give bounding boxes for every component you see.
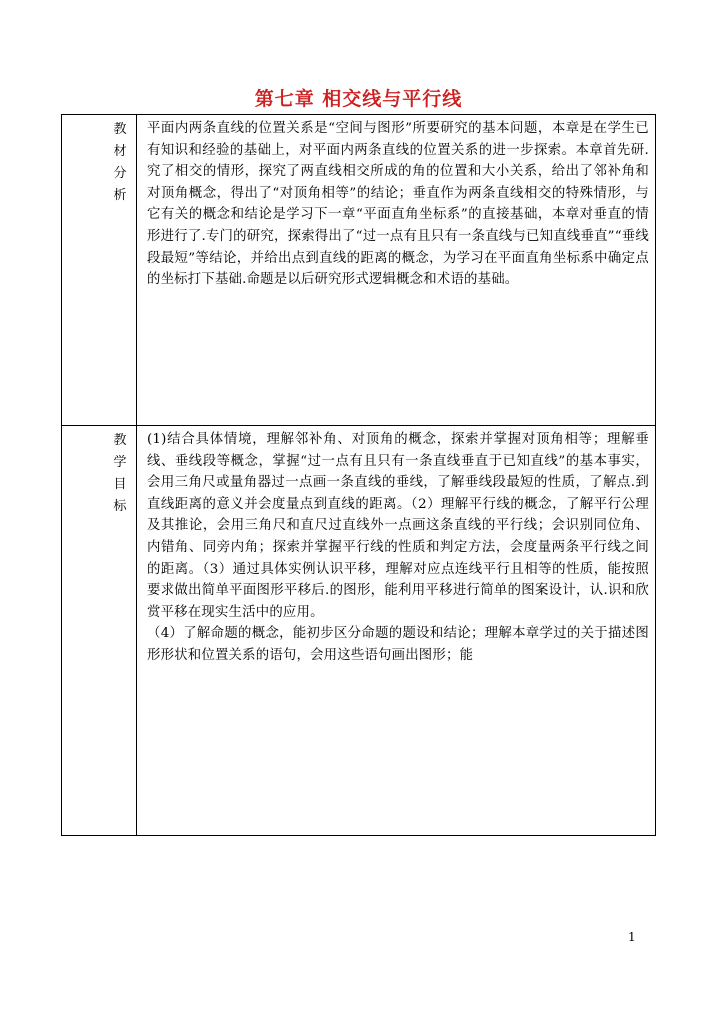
page-number: 1 — [628, 930, 636, 944]
row-label-cell — [62, 115, 137, 426]
teaching-objectives-content — [137, 426, 655, 667]
paragraph: （4）了解命题的概念，能初步区分命题的题设和结论；理解本章学过的关于描述图形形状和位置关系的语句，会用这些语句画出图形；能 — [147, 626, 649, 663]
row-label-cell — [62, 426, 137, 836]
table-row-teaching-objectives — [62, 426, 656, 836]
row-content-cell — [137, 115, 656, 426]
row-content-cell — [137, 426, 656, 836]
textbook-analysis-content — [137, 115, 655, 291]
lesson-plan-table — [61, 114, 656, 836]
row-label-textbook-analysis: 教材分析 — [113, 122, 127, 203]
chapter-title: 第七章 相交线与平行线 — [254, 88, 463, 110]
paragraph: 平面内两条直线的位置关系是“空间与图形”所要研究的基本问题，本章是在学生已有知识和经验的基础上，对平面内两条直线的位置关系的进一步探索。本章首先研.究了相交的情形，探究了两直线相交所成的角的位置和大小关系，给出了邻补角和对顶角概念，得出了“对顶角相等”的结论；垂直作为两条直线相交的特殊情形，与它有关的概念和结论是学习下一章“平面直角坐标系”的直接基础，本章对垂直的情形进行了.专门的研究，探索得出了“过一点有且只有一条直线与已知直线垂直”“垂线段最短”等结论，并给出点到直线的距离的概念，为学习在平面直角坐标系中确定点的坐标打下基础.命题是以后研究形式逻辑概念和术语的基础。 — [147, 121, 649, 288]
row-label-teaching-objectives: 教学目标 — [113, 433, 127, 514]
table-row-textbook-analysis — [62, 115, 656, 426]
paragraph: (1)结合具体情境，理解邻补角、对顶角的概念，探索并掌握对顶角相等；理解垂线、垂线段等概念，掌握“过一点有且只有一条直线垂直于已知直线”的基本事实，会用三角尺或量角器过一点画一条直线的垂线，了解垂线段最短的性质，了解点.到直线距离的意义并会度量点到直线的距离。（2）理解平行线的概念，了解平行公理及其推论，会用三角尺和直尺过直线外一点画这条直线的平行线；会识别同位角、内错角、同旁内角；探索并掌握平行线的性质和判定方法，会度量两条平行线之间的距离。（3）通过具体实例认识平移，理解对应点连线平行且相等的性质，能按照要求做出简单平面图形平移后.的图形，能利用平移进行简单的图案设计，认.识和欣赏平移在现实生活中的应用。 — [147, 432, 649, 620]
